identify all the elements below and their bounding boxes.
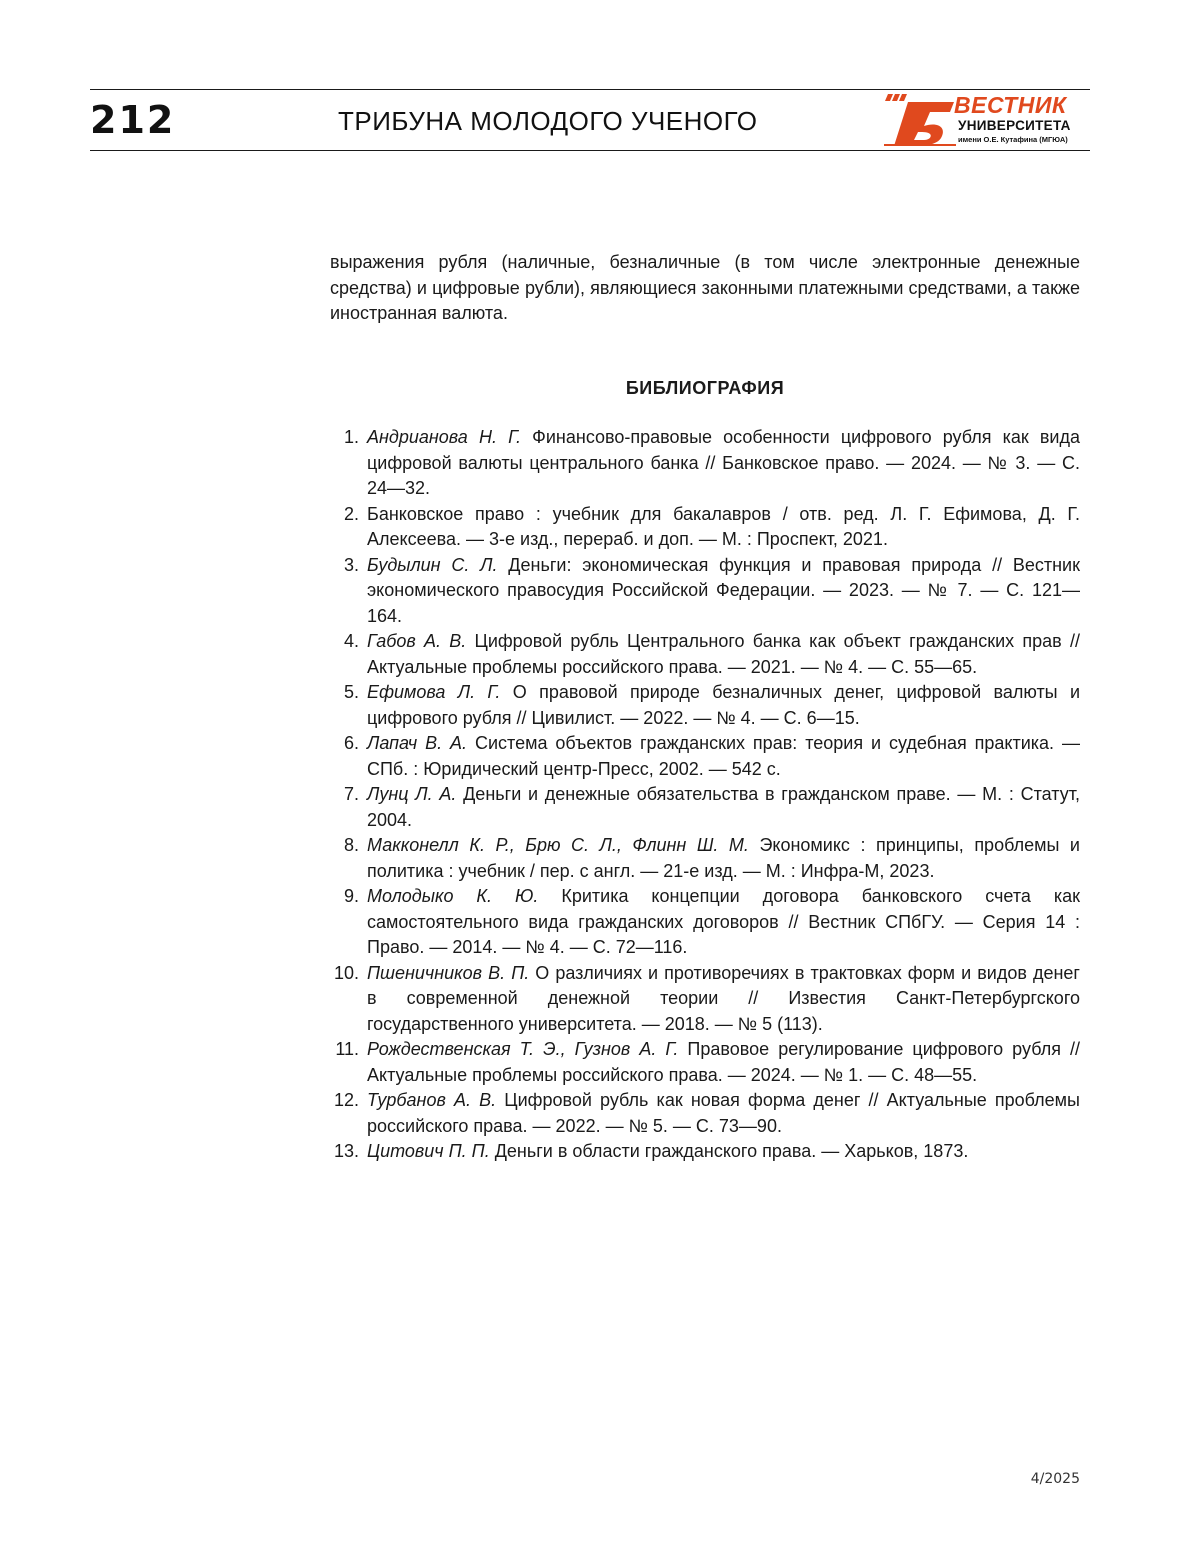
body-paragraph: выражения рубля (наличные, безналичные (в том числе электронные денежные средства) и цифровые рубли), являющиеся законными платежными средствами, а также иностранная валюта.: [330, 252, 1080, 323]
bibliography-item-text: Цифровой рубль как новая форма денег // Актуальные проблемы российского права. — 2022. — № 5. — С. 73—90.: [367, 1090, 1080, 1136]
bibliography-item: [330, 782, 1080, 833]
bibliography-item-text: Цифровой рубль Центрального банка как объект гражданских прав // Актуальные проблемы российского права. — 2021. — № 4. — С. 55—65.: [367, 631, 1080, 677]
bibliography-item-number: 12.: [333, 1090, 359, 1110]
page-number: 212: [90, 98, 176, 142]
bibliography-item-text: О правовой природе безналичных денег, цифровой валюты и цифрового рубля // Цивилист. — 2022. — № 4. — С. 6—15.: [367, 682, 1081, 728]
bibliography-item-author: Габов А. В.: [367, 631, 467, 651]
bibliography-item-text: Экономикс : принципы, проблемы и политика : учебник / пер. с англ. — 21-е изд. — М. : Инфра-М, 2023.: [367, 835, 1080, 881]
bibliography-item-author: Пшеничников В. П.: [367, 962, 530, 983]
bibliography-item-author: Цитович П. П.: [367, 1141, 490, 1161]
bibliography-item-text: Деньги в области гражданского права. — Харьков, 1873.: [489, 1141, 969, 1161]
bibliography-item-number: 9.: [343, 886, 359, 906]
header-bottom-rule: [90, 150, 1090, 151]
bibliography-item-author: Ефимова Л. Г.: [367, 682, 501, 702]
bibliography-item-number: 2.: [343, 503, 359, 524]
bibliography-item-text: Система объектов гражданских прав: теория и судебная практика. — СПб. : Юридический центр-Пресс, 2002. — 542 с.: [367, 733, 1080, 779]
section-title: ТРИБУНА МОЛОДОГО УЧЕНОГО: [338, 106, 758, 136]
bibliography-item: [330, 731, 1080, 782]
bibliography-item: [330, 884, 1080, 961]
bibliography-item-number: 13.: [333, 1141, 359, 1161]
bibliography-item: [330, 961, 1080, 1038]
bibliography-item-author: Рождественская Т. Э., Гузнов А. Г.: [367, 1039, 679, 1059]
journal-logo: [884, 92, 1090, 148]
journal-logo-emblem-icon: [884, 92, 956, 148]
bibliography-item-author: Будылин С. Л.: [367, 554, 498, 575]
bibliography-item-author: Молодыко К. Ю.: [367, 886, 539, 906]
bibliography-item: [330, 629, 1080, 680]
bibliography-item-text: Деньги: экономическая функция и правовая природа // Вестник экономического правосудия Российской Федерации. — 2023. — № 7. — С. 121—164.: [367, 554, 1080, 626]
bibliography-item-number: 5.: [343, 682, 359, 702]
bibliography-item: [330, 1037, 1080, 1088]
bibliography-item: [330, 502, 1080, 553]
logo-caption: имени О.Е. Кутафина (МГЮА): [958, 135, 1068, 144]
bibliography-item-text: Деньги и денежные обязательства в гражданском праве. — М. : Статут, 2004.: [367, 784, 1080, 830]
bibliography-item-author: Андрианова Н. Г.: [367, 427, 522, 447]
bibliography-item-author: Турбанов А. В.: [367, 1090, 497, 1110]
bibliography-item-text: Правовое регулирование цифрового рубля // Актуальные проблемы российского права. — 2024. — № 1. — С. 48—55.: [367, 1039, 1080, 1085]
bibliography-item-text: Финансово-правовые особенности цифрового рубля как вида цифровой валюты центрального банка // Банковское право. — 2024. — № 3. — С. 24—32.: [367, 427, 1080, 498]
bibliography-item-number: 6.: [343, 733, 359, 753]
logo-subtitle: УНИВЕРСИТЕТА: [958, 118, 1071, 133]
bibliography-item-number: 3.: [343, 554, 359, 575]
issue-number: 4/2025: [1030, 1471, 1080, 1487]
bibliography-item-number: 1.: [343, 427, 359, 447]
bibliography-list: [330, 425, 1080, 1165]
bibliography-item-text: О различиях и противоречиях в трактовках форм и видов денег в современной денежной теории // Известия Санкт-Петербургского государственного университета. — 2018. — № 5 (113).: [367, 962, 1080, 1034]
bibliography-item-text: Банковское право : учебник для бакалавров / отв. ред. Л. Г. Ефимова, Д. Г. Алексеева. — 3-е изд., перераб. и доп. — М. : Проспект, 2021.: [367, 503, 1080, 549]
bibliography-item-number: 7.: [343, 784, 359, 804]
logo-word: ВЕСТНИК: [954, 92, 1067, 118]
header-top-rule: [90, 89, 1090, 90]
bibliography-item-text: Критика концепции договора банковского счета как самостоятельного вида гражданских договоров // Вестник СПбГУ. — Серия 14 : Право. — 2014. — № 4. — С. 72—116.: [367, 886, 1080, 957]
bibliography-item-number: 8.: [343, 835, 359, 855]
bibliography-heading: БИБЛИОГРАФИЯ: [625, 378, 785, 398]
bibliography-item: [330, 833, 1080, 884]
bibliography-item-author: Лунц Л. А.: [367, 784, 457, 804]
bibliography-item-number: 11.: [335, 1039, 359, 1059]
bibliography-item: [330, 1088, 1080, 1139]
bibliography-item: [330, 1139, 1080, 1165]
bibliography-item: [330, 553, 1080, 630]
bibliography-item: [330, 680, 1080, 731]
bibliography-item-author: Макконелл К. Р., Брю С. Л., Флинн Ш. М.: [367, 835, 749, 855]
bibliography-item: [330, 425, 1080, 502]
bibliography-item-number: 4.: [343, 631, 359, 651]
bibliography-item-number: 10.: [333, 962, 359, 983]
bibliography-item-author: Лапач В. А.: [367, 733, 468, 753]
